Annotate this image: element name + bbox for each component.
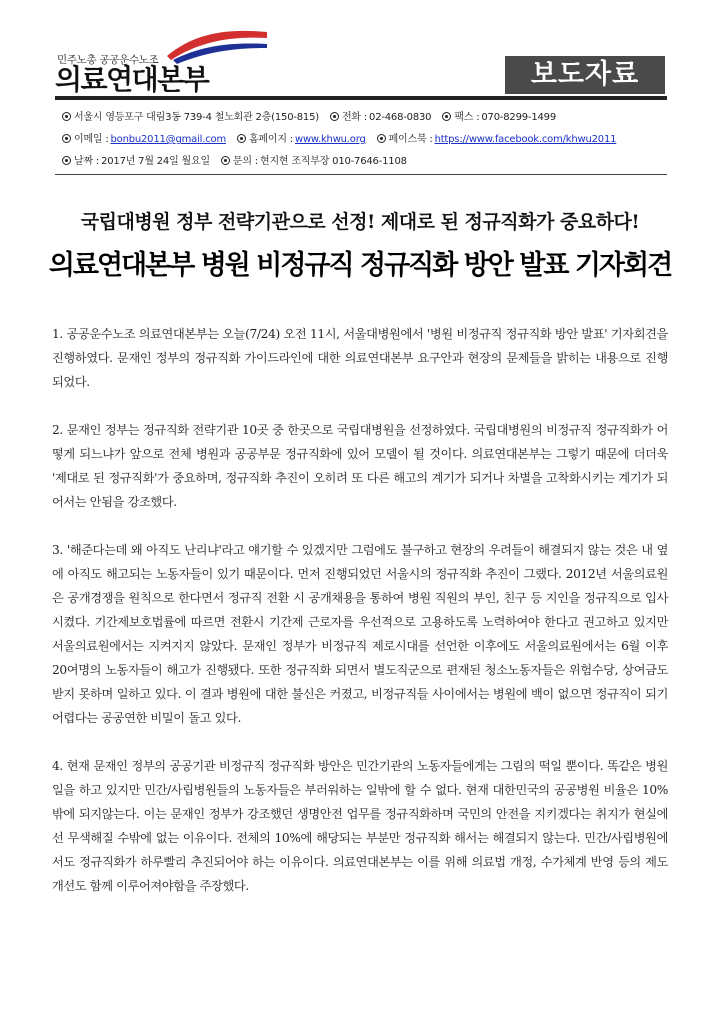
bullet-icon <box>237 134 246 143</box>
date-text: 2017년 7월 24일 월요일 <box>101 156 210 167</box>
contact-info <box>62 108 667 174</box>
bullet-icon <box>330 112 339 121</box>
bullet-icon <box>62 112 71 121</box>
homepage-label: 홈페이지 : <box>248 134 293 145</box>
press-title: 의료연대본부 병원 비정규직 정규직화 방안 발표 기자회견 <box>48 250 672 281</box>
contact-label: 문의 : <box>232 156 258 167</box>
fax-label: 팩스 : <box>454 112 480 123</box>
info-row-date <box>62 152 667 174</box>
fax-text: 070-8299-1499 <box>481 112 556 123</box>
bullet-icon <box>62 134 71 143</box>
address-text: 서울시 영등포구 대림3동 739-4 철노회관 2층(150-815) <box>74 112 319 123</box>
homepage-link[interactable]: www.khwu.org <box>294 134 366 145</box>
union-logo <box>55 22 295 96</box>
header-divider <box>55 96 667 100</box>
paragraph-2: 2. 문재인 정부는 정규직화 전략기관 10곳 중 한곳으로 국립대병원을 선정하였다. 국립대병원의 비정규직 정규직화가 어떻게 되느냐가 앞으로 전체 병원과 공공부문 정규직화에 있어 모델이 될 것이다. 의료연대본부는 그렇기 때문에 더더욱 '제대로 된 정규직화'가 중요하며, 정규직화 추진이 오히려 또 다른 해고의 계기가 되거나 차별을 고착화시키는 계기가 되어서는 안됨을 강조했다. <box>52 423 668 509</box>
info-row-address <box>62 108 667 130</box>
logo-subtitle: 민주노총 공공운수노조 <box>57 54 159 66</box>
flag-icon <box>163 26 273 68</box>
contact-text: 현지현 조직부장 010-7646-1108 <box>259 156 407 167</box>
email-link[interactable]: bonbu2011@gmail.com <box>110 134 226 145</box>
email-label: 이메일 : <box>74 134 109 145</box>
press-release-badge: 보도자료 <box>505 56 665 94</box>
paragraph-4: 4. 현재 문재인 정부의 공공기관 비정규직 정규직화 방안은 민간기관의 노동자들에게는 그림의 떡일 뿐이다. 똑같은 병원 일을 하고 있지만 민간/사립병원들의 노동자들은 부러워하는 일밖에 할 수 없다. 현재 대한민국의 공공병원 비율은 10%밖에 되지않는다. 이는 문재인 정부가 강조했던 생명안전 업무를 정규직화하며 국민의 안전을 지키겠다는 취지가 현실에선 무색해질 수밖에 없는 이유이다. 전체의 10%에 해당되는 부분만 정규직화 해서는 해결되지 않는다. 민간/사립병원에서도 정규직화가 하루빨리 추진되어야 하는 이유이다. 의료연대본부는 이를 위해 의료법 개정, 수가체계 반영 등의 제도개선도 함께 이루어져야함을 주장했다. <box>52 759 668 893</box>
bullet-icon <box>377 134 386 143</box>
bullet-icon <box>442 112 451 121</box>
bullet-icon <box>221 156 230 165</box>
press-subtitle: 국립대병원 정부 전략기관으로 선정! 제대로 된 정규직화가 중요하다! <box>80 211 640 233</box>
phone-text: 02-468-0830 <box>369 112 432 123</box>
phone-label: 전화 : <box>341 112 368 123</box>
press-body <box>52 322 668 922</box>
paragraph-1: 1. 공공운수노조 의료연대본부는 오늘(7/24) 오전 11시, 서울대병원에서 '병원 비정규직 정규직화 방안 발표' 기자회견을 진행하였다. 문재인 정부의 정규직화 가이드라인에 대한 의료연대본부 요구안과 현장의 문제들을 밝히는 내용으로 진행되었다. <box>52 327 668 389</box>
info-divider <box>55 174 667 175</box>
date-label: 날짜 : <box>74 156 100 167</box>
info-row-online <box>62 130 667 152</box>
paragraph-3: 3. '해준다는데 왜 아직도 난리냐'라고 얘기할 수 있겠지만 그럼에도 불구하고 현장의 우려들이 해결되지 않는 것은 내 옆에 아직도 해고되는 노동자들이 있기 때문이다. 먼저 진행되었던 서울시의 정규직화 추진이 그랬다. 2012년 서울의료원은 공개경쟁을 원칙으로 한다면서 정규직 전환 시 공개채용을 통하여 병원 직원의 부인, 친구 등 지인을 정규직으로 입사시켰다. 기간제보호법률에 따르면 전환시 기간제 근로자를 우선적으로 고용하도록 노력하여야 한다고 권고하고 있지만 서울의료원에서는 지켜지지 않았다. 문재인 정부가 비정규직 제로시대를 선언한 이후에도 서울의료원에서는 6월 이후 20여명의 노동자들이 해고가 진행됐다. 또한 정규직화 되면서 별도직군으로 편재된 청소노동자들은 위험수당, 상여금도 받지 못하며 일하고 있다. 이 결과 병원에 대한 불신은 커졌고, 비정규직들 사이에서는 병원에 백이 없으면 정규직이 되기 어렵다는 공공연한 비밀이 돌고 있다. <box>52 543 668 725</box>
bullet-icon <box>62 156 71 165</box>
logo-name: 의료연대본부 <box>55 63 209 96</box>
facebook-link[interactable]: https://www.facebook.com/khwu2011 <box>434 134 617 145</box>
facebook-label: 페이스북 : <box>388 134 433 145</box>
